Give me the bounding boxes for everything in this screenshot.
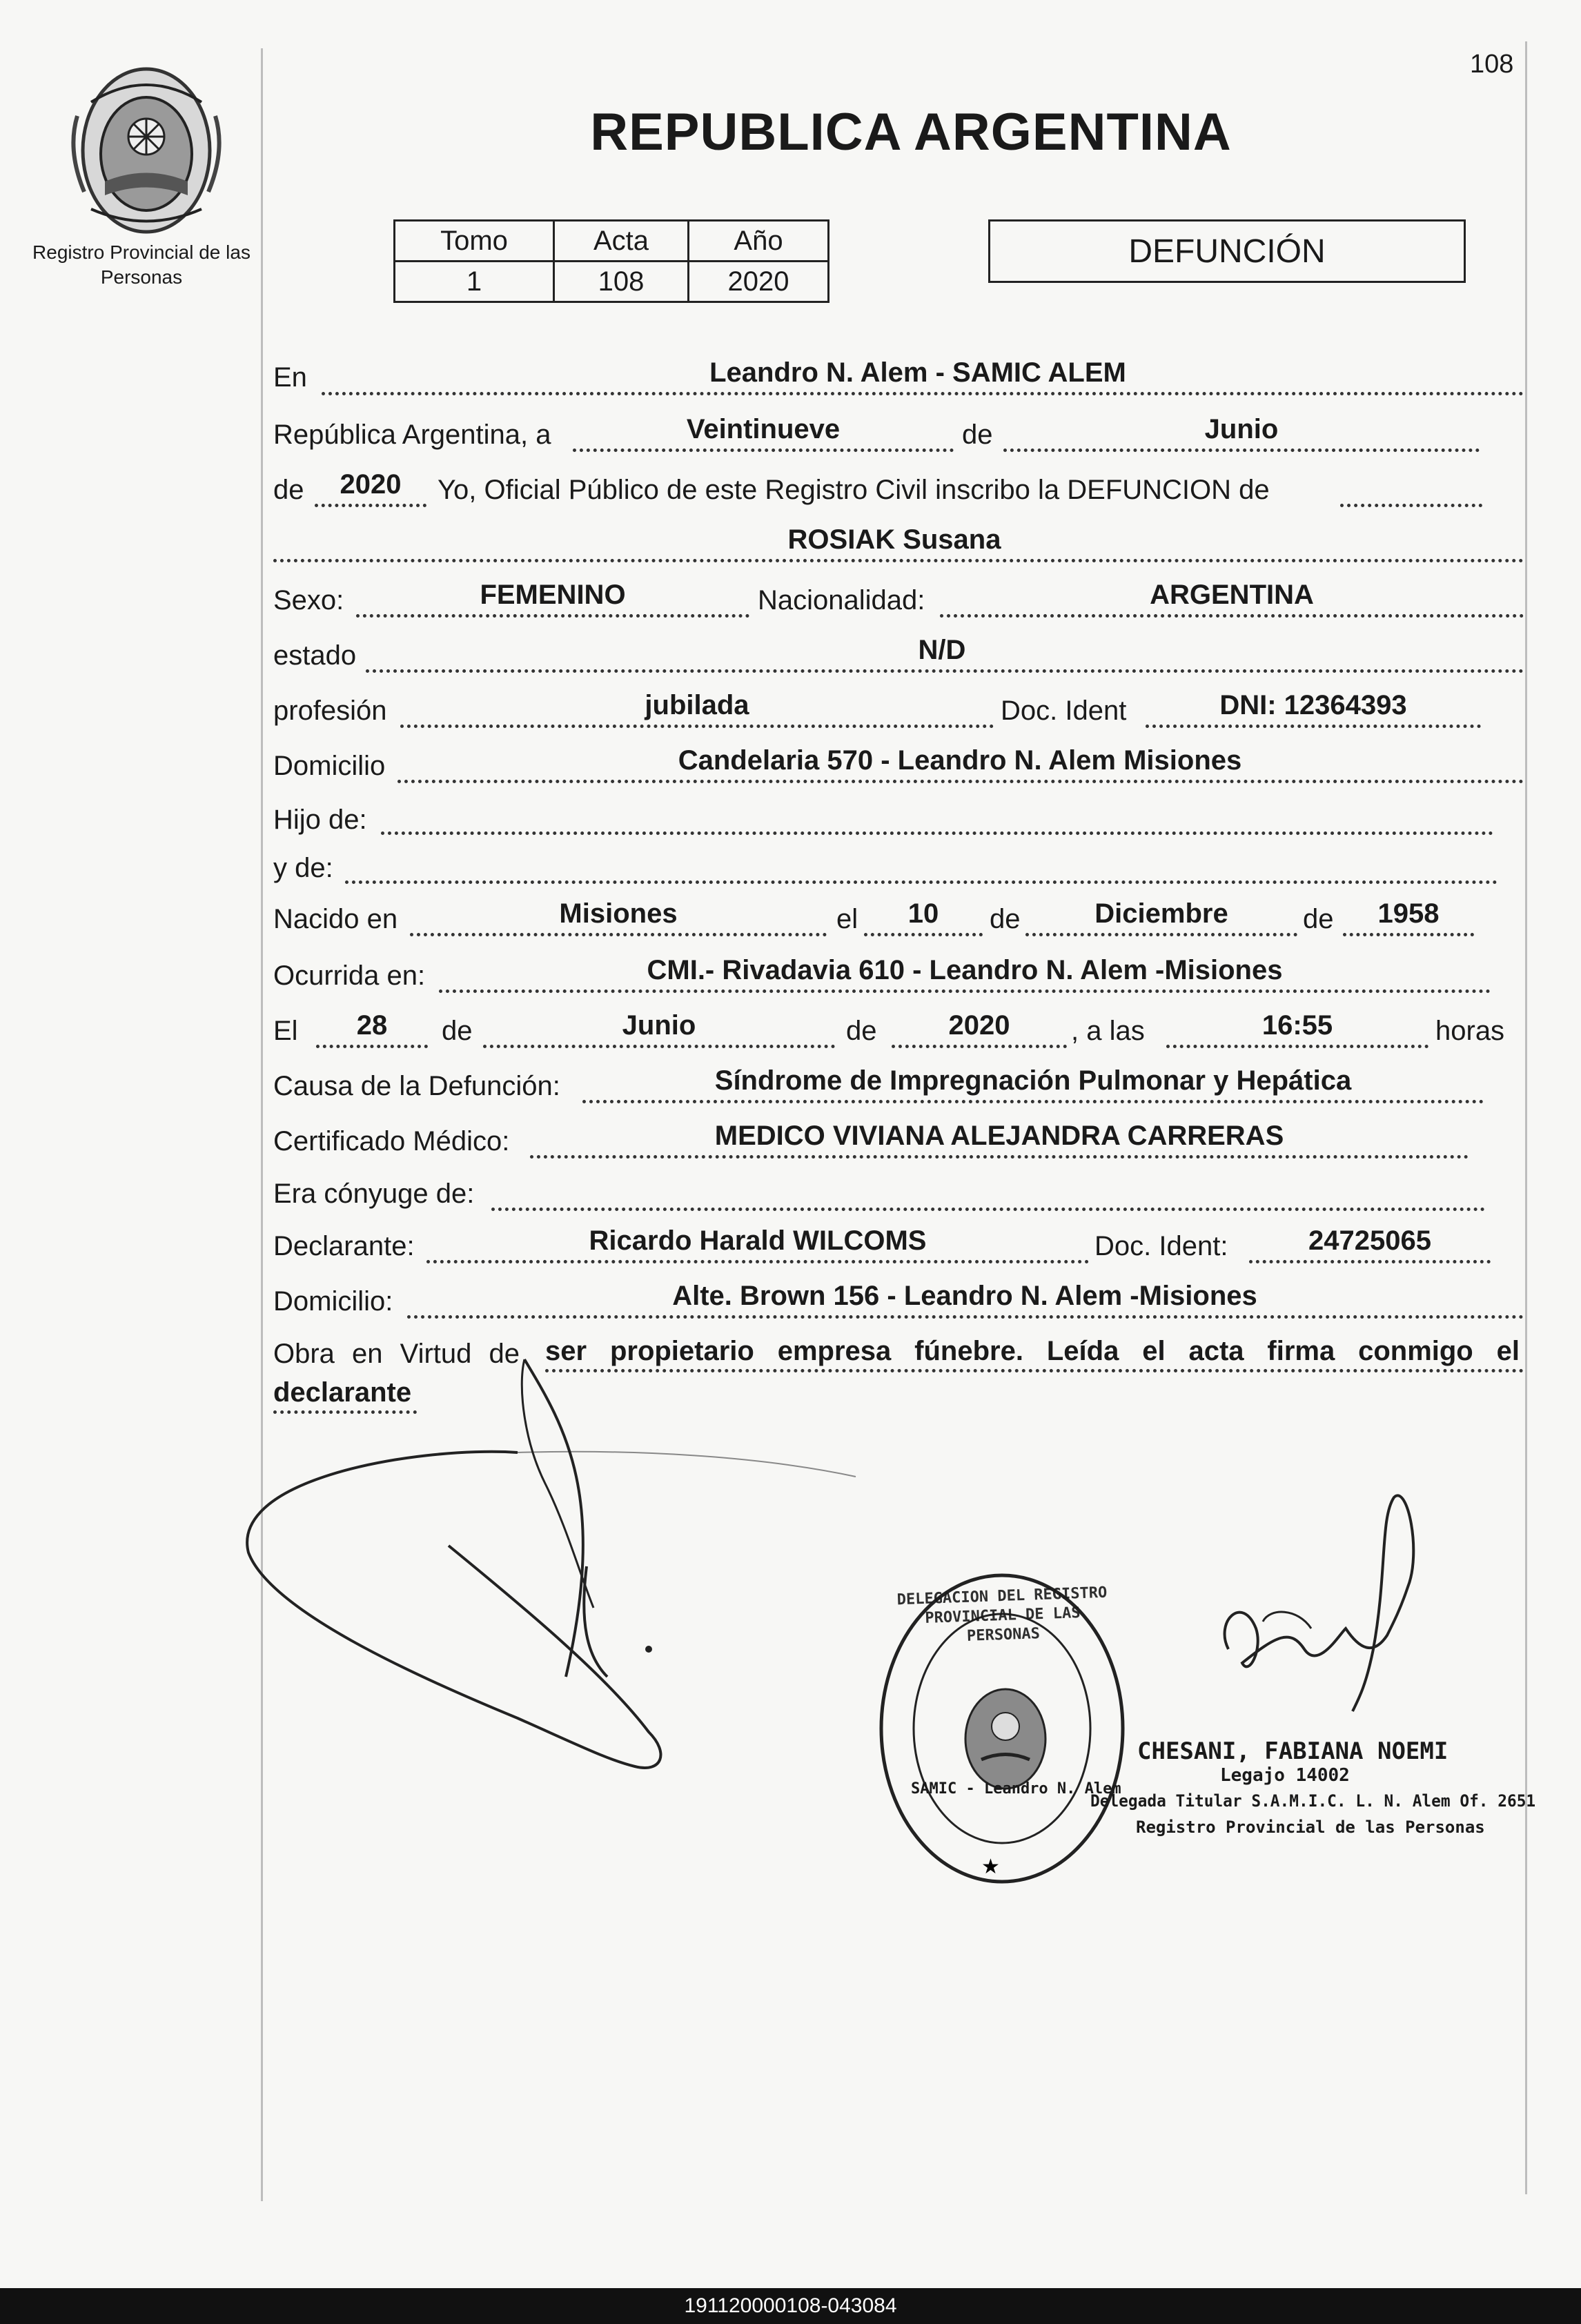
- official-signature: [1201, 1470, 1428, 1746]
- dotted-line: [356, 614, 749, 618]
- right-margin-line: [1525, 41, 1527, 2194]
- dotted-line: [439, 989, 1491, 993]
- dotted-line: [273, 559, 1524, 562]
- hijo-label: Hijo de:: [273, 805, 367, 835]
- dotted-line: [491, 1208, 1485, 1211]
- day-value: Veintinueve: [686, 414, 841, 444]
- document-title: REPUBLICA ARGENTINA: [590, 103, 1232, 161]
- de-label: de: [273, 475, 304, 505]
- dotted-line: [864, 933, 983, 936]
- official-legajo: Legajo 14002: [1220, 1765, 1350, 1786]
- dotted-line: [345, 880, 1497, 884]
- official-name: CHESANI, FABIANA NOEMI: [1137, 1737, 1449, 1765]
- ocurrida-value: CMI.- Rivadavia 610 - Leandro N. Alem -Misiones: [647, 955, 1283, 985]
- decl-doc-value: 24725065: [1308, 1225, 1431, 1256]
- dotted-line: [1025, 933, 1297, 936]
- y-de-label: y de:: [273, 853, 333, 883]
- header-anio: Año: [689, 221, 829, 262]
- month-value: Junio: [1204, 414, 1279, 444]
- stamp-outer-text: DELEGACION DEL REGISTRO PROVINCIAL DE LAS PERSONAS: [896, 1584, 1108, 1645]
- estado-value: N/D: [918, 635, 966, 665]
- dotted-line: [407, 1315, 1524, 1319]
- dotted-line: [410, 933, 827, 936]
- de-label: de: [846, 1016, 877, 1046]
- de-label: de: [990, 904, 1021, 934]
- sexo-value: FEMENINO: [480, 580, 626, 610]
- dotted-line: [315, 504, 426, 507]
- dotted-line: [940, 614, 1524, 618]
- dotted-line: [366, 669, 1524, 673]
- domicilio-label: Domicilio: [273, 751, 386, 781]
- misiones-coat-of-arms-logo: [63, 61, 229, 240]
- dotted-line: [1343, 933, 1474, 936]
- death-day-value: 28: [356, 1010, 388, 1041]
- nacido-label: Nacido en: [273, 904, 398, 934]
- dotted-line: [530, 1155, 1469, 1159]
- de-label: de: [1303, 904, 1334, 934]
- el-label: El: [273, 1016, 298, 1046]
- profesion-value: jubilada: [645, 690, 749, 720]
- nacido-value: Misiones: [559, 898, 678, 929]
- dotted-line: [1249, 1260, 1491, 1263]
- value-acta: 108: [554, 262, 689, 302]
- header-acta: Acta: [554, 221, 689, 262]
- dotted-line: [316, 1045, 428, 1048]
- nacionalidad-label: Nacionalidad:: [758, 585, 925, 616]
- dotted-line: [1146, 725, 1481, 728]
- decl-domicilio-label: Domicilio:: [273, 1286, 393, 1317]
- dotted-line: [483, 1045, 835, 1048]
- conyuge-label: Era cónyuge de:: [273, 1179, 475, 1209]
- header-tomo: Tomo: [395, 221, 554, 262]
- dotted-line: [582, 1100, 1484, 1103]
- obra-value-line1: ser propietario empresa fúnebre. Leída el acta firma conmigo el: [545, 1336, 1520, 1366]
- dotted-line: [1003, 449, 1480, 452]
- de-label: de: [442, 1016, 473, 1046]
- sexo-label: Sexo:: [273, 585, 344, 616]
- causa-label: Causa de la Defunción:: [273, 1071, 560, 1101]
- estado-label: estado: [273, 640, 357, 671]
- dotted-line: [892, 1045, 1067, 1048]
- barcode-strip: 191120000108-043084: [0, 2288, 1581, 2324]
- birth-day-value: 10: [907, 898, 939, 929]
- certificado-value: MEDICO VIVIANA ALEJANDRA CARRERAS: [714, 1121, 1284, 1151]
- causa-value: Síndrome de Impregnación Pulmonar y Hepática: [714, 1065, 1352, 1096]
- a-las-label: , a las: [1071, 1016, 1145, 1046]
- decl-doc-label: Doc. Ident:: [1094, 1231, 1228, 1261]
- record-type-box: DEFUNCIÓN: [988, 219, 1466, 283]
- el-label: el: [836, 904, 858, 934]
- death-time-value: 16:55: [1261, 1010, 1333, 1041]
- dotted-line: [1340, 504, 1482, 507]
- organization-name: Registro Provincial de las Personas: [32, 242, 251, 288]
- doc-ident-value: DNI: 12364393: [1219, 690, 1407, 720]
- en-label: En: [273, 362, 307, 393]
- death-year-value: 2020: [948, 1010, 1010, 1041]
- death-month-value: Junio: [622, 1010, 696, 1041]
- stamp-inner-text: SAMIC - Leandro N. Alem: [911, 1780, 1121, 1798]
- birth-year-value: 1958: [1377, 898, 1440, 929]
- birth-month-value: Diciembre: [1094, 898, 1228, 929]
- deceased-name-value: ROSIAK Susana: [787, 524, 1001, 555]
- value-tomo: 1: [395, 262, 554, 302]
- svg-text:★: ★: [981, 1855, 1000, 1879]
- dotted-line: [397, 780, 1524, 783]
- profesion-label: profesión: [273, 696, 387, 726]
- page-number: 108: [1470, 50, 1514, 79]
- left-margin-line: [261, 48, 263, 2201]
- de-label: de: [962, 420, 993, 450]
- ocurrida-label: Ocurrida en:: [273, 961, 426, 991]
- dotted-line: [1166, 1045, 1428, 1048]
- year-value: 2020: [340, 469, 402, 500]
- yo-text: Yo, Oficial Público de este Registro Civil inscribo la DEFUNCION de: [438, 475, 1270, 505]
- doc-ident-label: Doc. Ident: [1001, 696, 1127, 726]
- dotted-line: [400, 725, 994, 728]
- dotted-line: [573, 449, 954, 452]
- certificado-label: Certificado Médico:: [273, 1126, 510, 1156]
- obra-value-line2: declarante: [273, 1377, 412, 1408]
- declarant-signature: [221, 1346, 883, 1829]
- dotted-line: [426, 1260, 1089, 1263]
- declarante-value: Ricardo Harald WILCOMS: [589, 1225, 927, 1256]
- horas-label: horas: [1435, 1016, 1505, 1046]
- obra-label: Obra en Virtud de: [273, 1339, 520, 1369]
- nacionalidad-value: ARGENTINA: [1150, 580, 1314, 610]
- registry-table: [393, 219, 829, 303]
- en-value: Leandro N. Alem - SAMIC ALEM: [709, 357, 1126, 388]
- dotted-line: [381, 831, 1493, 835]
- value-anio: 2020: [689, 262, 829, 302]
- declarante-label: Declarante:: [273, 1231, 415, 1261]
- official-position: Delegada Titular S.A.M.I.C. L. N. Alem Of. 2651: [1090, 1791, 1536, 1811]
- decl-domicilio-value: Alte. Brown 156 - Leandro N. Alem -Misiones: [672, 1281, 1257, 1311]
- dotted-line: [322, 392, 1524, 395]
- republica-label: República Argentina, a: [273, 420, 551, 450]
- domicilio-value: Candelaria 570 - Leandro N. Alem Misiones: [678, 745, 1242, 776]
- official-registry: Registro Provincial de las Personas: [1136, 1818, 1485, 1837]
